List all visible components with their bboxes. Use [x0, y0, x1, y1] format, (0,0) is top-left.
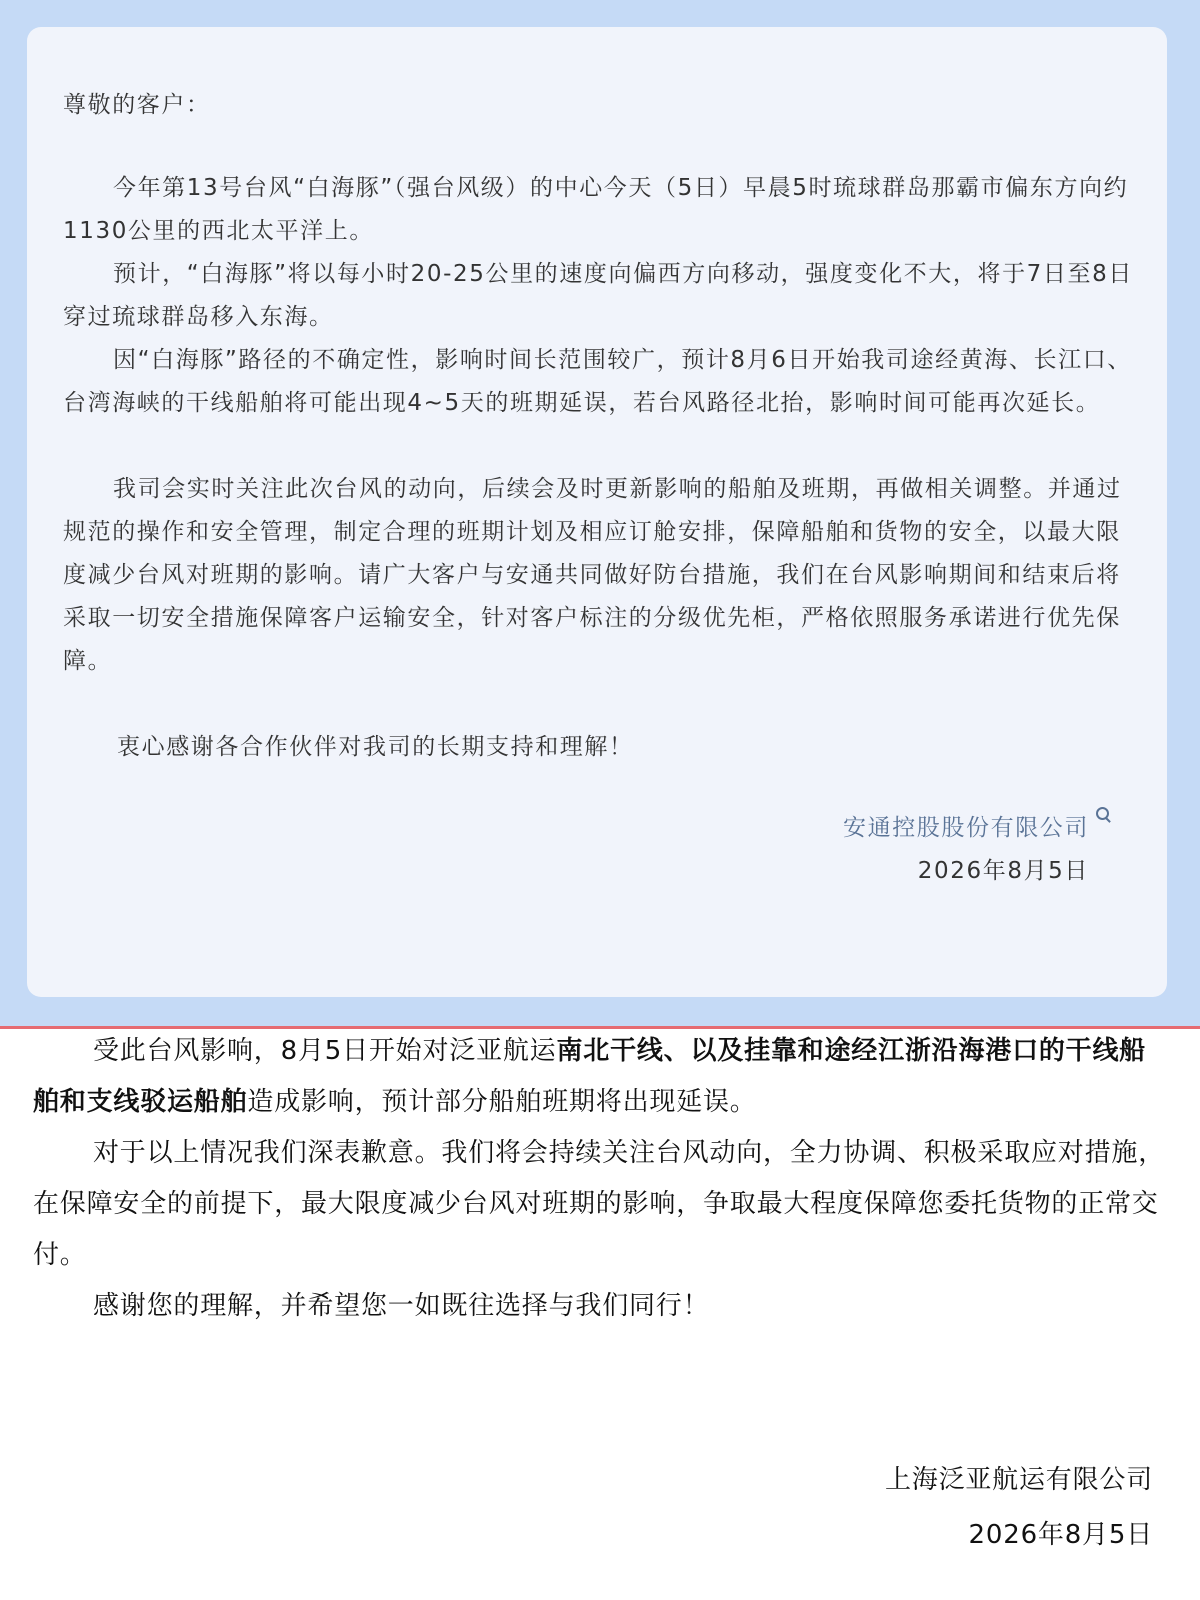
notice-paragraph-3: 因“白海豚”路径的不确定性，影响时间长范围较广，预计8月6日开始我司途经黄海、长江口、台湾海峡的干线船舶将可能出现4~5天的班期延误，若台风路径北抬，影响时间可能再次延长。	[63, 347, 1132, 416]
notice-paragraph-2: 预计，“白海豚”将以每小时20-25公里的速度向偏西方向移动，强度变化不大，将于7日至8日穿过琉球群岛移入东海。	[63, 261, 1133, 330]
notice-paragraph-1: 今年第13号台风“白海豚”（强台风级）的中心今天（5日）早晨5时琉球群岛那霸市偏东方向约1130公里的西北太平洋上。	[63, 175, 1129, 244]
notice-thanks: 衷心感谢各合作伙伴对我司的长期支持和理解！	[117, 734, 634, 760]
search-icon[interactable]	[1096, 807, 1109, 820]
statement-paragraph-2: 对于以上情况我们深表歉意。我们将会持续关注台风动向，全力协调、积极采取应对措施，在保障安全的前提下，最大限度减少台风对班期的影响，争取最大程度保障您委托货物的正常交付。	[33, 1138, 1166, 1270]
statement-paragraph-1-suffix: 造成影响，预计部分船舶班期将出现延误。	[247, 1087, 757, 1117]
notice-card	[27, 27, 1167, 997]
statement-date: 2026年8月5日	[968, 1520, 1153, 1550]
statement-paragraph-1	[33, 1026, 1168, 1128]
statement-paragraph-3: 感谢您的理解，并希望您一如既往选择与我们同行！	[93, 1291, 710, 1321]
notice-greeting: 尊敬的客户：	[63, 92, 211, 118]
statement-paragraph-1-prefix: 受此台风影响，8月5日开始对泛亚航运	[93, 1036, 557, 1066]
notice-paragraph-4: 我司会实时关注此次台风的动向，后续会及时更新影响的船舶及班期，再做相关调整。并通过规范的操作和安全管理，制定合理的班期计划及相应订舱安排，保障船舶和货物的安全，以最大限度减少台风对班期的影响。请广大客户与安通共同做好防台措施，我们在台风影响期间和结束后将采取一切安全措施保障客户运输安全，针对客户标注的分级优先柜，严格依照服务承诺进行优先保障。	[63, 476, 1122, 674]
statement-affected-routes: 南北干线、以及挂靠和途经江浙沿海港口的干线船舶和支线驳运船舶	[33, 1036, 1147, 1117]
notice-company-name[interactable]: 安通控股股份有限公司	[843, 815, 1089, 841]
notice-date: 2026年8月5日	[917, 858, 1089, 884]
statement-company-name: 上海泛亚航运有限公司	[884, 1465, 1153, 1495]
